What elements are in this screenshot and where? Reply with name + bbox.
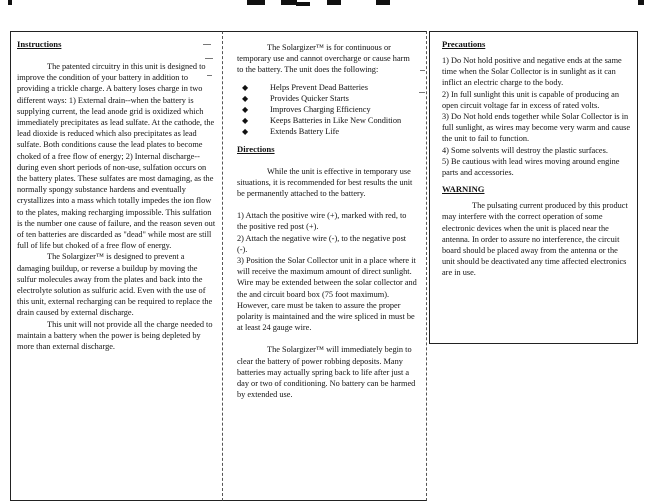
- feature-item: ◆ Keeps Batteries in Like New Condition: [242, 116, 402, 126]
- diamond-bullet-icon: ◆: [242, 105, 249, 115]
- precaution-item: 5) Be cautious with lead wires moving around engine parts and accessories.: [442, 156, 620, 178]
- precaution-item: 2) In full sunlight this unit is capable of producing an open circuit voltage far in excess of rated volts.: [442, 89, 619, 110]
- scan-speck: [205, 58, 213, 59]
- diamond-bullet-icon: ◆: [242, 116, 249, 126]
- direction-step: 1) Attach the positive wire (+), marked with red, to the positive red post (+).: [237, 211, 407, 232]
- direction-step: 2) Attach the negative wire (-), to the negative post (-).: [237, 233, 407, 254]
- diamond-bullet-icon: ◆: [242, 127, 249, 137]
- scan-speck: [203, 44, 211, 45]
- instructions-paragraph: The Solargizer™ is designed to prevent a damaging buildup, or reverse a buildup by moving the sulfur molecules away from the plates and back into the electrolyte solution as sulfuric acid. Even with the use of this unit, external recharging can be required to replace the drain caused by external discharge.: [17, 252, 213, 318]
- instructions-panel: [10, 31, 222, 501]
- feature-item: ◆ Helps Prevent Dead Batteries: [242, 82, 368, 92]
- precautions-panel: [429, 31, 638, 344]
- diamond-bullet-icon: ◆: [242, 93, 249, 103]
- direction-step: 3) Position the Solar Collector unit in a place where it will receive the maximum amount of direct sunlight. Wire may be extended between the solar collector and the and circuit board box (75 foot maximum). However, care must be taken to assure the proper polarity is maintained and the wire spliced in must be at least 24 gauge wire.: [237, 256, 417, 333]
- intro-text: The Solargizer™ is for continuous or temporary use and cannot overcharge or cause harm to the battery. The unit does the following:: [237, 43, 410, 75]
- directions-steps: [237, 210, 418, 333]
- directions-title: Directions: [237, 143, 275, 154]
- precautions-title: Precautions: [442, 39, 486, 49]
- feature-item: ◆ Provides Quicker Starts: [242, 93, 349, 103]
- scan-speck: [420, 70, 425, 71]
- scan-speck: [419, 92, 425, 93]
- warning-text: The pulsating current produced by this product may interfere with the correct operation of some electronic devices when the unit is placed near the antenna. In order to assure no interference, the circuit board should be placed away from the antenna or the unit should be deactivated any time affected electronics are in use.: [442, 201, 628, 278]
- directions-closing: The Solargizer™ will immediately begin to clear the battery of power robbing deposits. Many batteries may actually spring back to life after just a day or two of conditioning. No battery can be harmed by extended use.: [237, 345, 416, 400]
- precaution-item: 3) Do Not hold ends together while Solar Collector is in full sunlight, as wires may become very warm and cause the unit to fail to function.: [442, 112, 631, 144]
- warning-title: WARNING: [442, 184, 485, 195]
- directions-intro: While the unit is effective in temporary use situations, it is recommended for best results the unit be permanently attached to the battery.: [237, 166, 413, 199]
- feature-item: ◆ Improves Charging Efficiency: [242, 105, 371, 115]
- feature-list: [237, 82, 418, 138]
- directions-panel: [222, 31, 427, 501]
- scan-speck: [207, 75, 212, 76]
- precaution-item: 4) Some solvents will destroy the plastic surfaces.: [442, 145, 608, 155]
- instructions-title: Instructions: [17, 39, 62, 49]
- instructions-paragraph: This unit will not provide all the charge needed to maintain a battery when the power is being depleted by more than external discharge.: [17, 319, 213, 352]
- diamond-bullet-icon: ◆: [242, 82, 249, 92]
- scan-edge-marks: [0, 0, 650, 12]
- precaution-item: 1) Do Not hold positive and negative ends at the same time when the Solar Collector is in sunlight as it can inflict an electric charge to the body.: [442, 56, 622, 88]
- instructions-paragraph: The patented circuitry in this unit is designed to improve the condition of your battery in addition to providing a trickle charge. A battery loses charge in two different ways: 1) External drain--when the battery is supplying current, the lead anode grid is oxidized which immediately precipitates as lead sulfate. At the cathode, the lead dioxide is reduced which also precipitates as lead sulfate. Both conditions cause the lead plates to become choked of a free flow of energy; 2) Internal discharge--during even short periods of non-use, sulfation occurs on the battery plates. These sulfates are most damaging, as the normally spongy substance hardens and eventually crystallizes into a mass which totally impedes the ion flow to the plates, making recharging impossible. This sulfation is the number one cause of failure, and the reason seven out of ten batteries are discarded as "dead" while most are still full of life but choked of a free flow of energy.: [17, 62, 216, 251]
- feature-item: ◆ Extends Battery Life: [242, 127, 340, 137]
